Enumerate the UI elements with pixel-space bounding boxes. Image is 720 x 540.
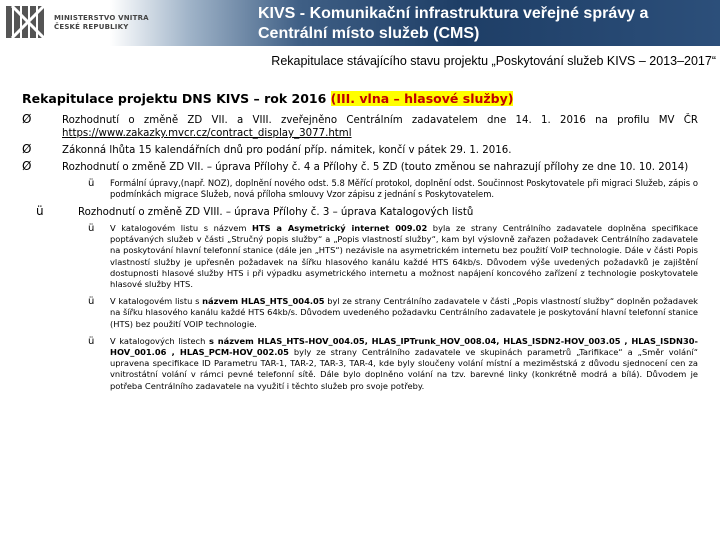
page-subtitle: Rekapitulace stávajícího stavu projektu „Poskytování služeb KIVS – 2013–2017“	[271, 54, 716, 68]
bullet-text: Rozhodnutí o změně ZD VIII. – úprava Přílohy č. 3 – úprava Katalogových listů	[78, 207, 474, 218]
list-item	[22, 161, 698, 174]
list-item	[22, 296, 698, 330]
bullet-text: Zákonná lhůta 15 kalendářních dnů pro podání příp. námitek, končí v pátek 29. 1. 2016.	[62, 145, 512, 156]
banner-title-line-2: Centrální místo služeb (CMS)	[258, 25, 480, 42]
ministry-logo	[6, 6, 166, 40]
section-title	[22, 91, 513, 106]
list-item	[22, 178, 698, 200]
sub-bullet-text: Formální úpravy,(např. NOZ), doplnění nového odst. 5.8 Měřící protokol, doplnění odst. Součinnost Poskytovatele při migraci Služeb, zápis o podmínkách migrace Služeb, nová příloha smlouvy Vzor zápisu z jednání s Poskytovatelem.	[110, 178, 698, 199]
sub-bullet-bold: HTS a Asymetrický internet 009.02	[252, 223, 428, 233]
logo-line-1: MINISTERSTVO VNITRA	[54, 14, 149, 22]
checkmark-bullet-icon: ü	[36, 204, 44, 218]
banner-title-line-1: KIVS - Komunikační infrastruktura veřejné správy a	[258, 5, 649, 22]
header-banner	[0, 0, 720, 46]
checkmark-bullet-icon: ü	[88, 223, 95, 234]
checkmark-bullet-icon: ü	[88, 178, 95, 189]
section-title-prefix: Rekapitulace projektu DNS KIVS – rok 2016	[22, 91, 331, 106]
sub-bullet-text-a: V katalogovém listu s názvem	[110, 223, 253, 233]
arrow-bullet-icon: Ø	[22, 112, 32, 126]
bullet-text: Rozhodnutí o změně ZD VII. – úprava Přílohy č. 4 a Přílohy č. 5 ZD (touto změnou se nahrazují přílohy ze dne 10. 10. 2014)	[62, 162, 689, 173]
sub-bullet-bold: názvem HLAS_HTS_004.05	[202, 296, 325, 307]
list-item	[22, 206, 698, 219]
sub-bullet-text-b: byla ze strany Centrálního zadavatele doplněna specifikace poptávaných služeb v části „Stručný popis služby“ a „Popis vlastností služby“, kam byl výslovně zařazen požadavek Centrálního zadavatele na poskytování hlavní telefonní stanice (dále jen „HTS“) nezávisle na asymetrickém internetu bez použití VoIP technologie. Dále v části Popis vlastností služby je upřesněn požadavek na šířku hlasového kanálu každé HTS 64kb/s. Důvodem výše uvedených požadavků je zajištění dostupnosti hlasové služby HTS i při výpadku asymetrického internetu a možnost napájení koncového zařízení z technologie poskytovatele hlasové služby HTS.	[110, 223, 698, 290]
list-item	[22, 223, 698, 290]
checkmark-bullet-icon: ü	[88, 335, 95, 347]
sub-bullet-text-a: V katalogových listech	[110, 335, 209, 346]
bullet-list	[22, 114, 698, 398]
logo-text	[54, 14, 149, 32]
arrow-bullet-icon: Ø	[22, 142, 32, 156]
logo-line-2: ČESKÉ REPUBLIKY	[54, 23, 129, 31]
checkmark-bullet-icon: ü	[88, 296, 95, 308]
sub-bullet-bold: s názvem HLAS_HTS-HOV_004.05, HLAS_IPTrunk_HOV_008.04, HLAS_ISDN2-HOV_003.05 , HLAS_ISDN30-HOV_001.06 , HLAS_PCM-HOV_002.05	[110, 335, 698, 358]
list-item	[22, 114, 698, 140]
arrow-bullet-icon: Ø	[22, 159, 32, 173]
ministry-logo-icon	[6, 6, 48, 38]
sub-bullet-text-b: byly ze strany Centrálního zadavatele ve skupinách parametrů „Tarifikace“ a „Směr volání“ upravena specifikace ID Parametru TAR-1, TAR-2, TAR-3, TAR-4, kde byly sloučeny volání místní a meziměstská z důvodu sjednocení cen za vnitrostátní volání v rámci pevné telefonní sítě. Dále bylo doplněno volání na tzv. barevné linky (konkrétně modrá a bílá). Důvodem je potřeba Centrálního zadavatele na využití i těchto služeb pro svoje potřeby.	[110, 347, 699, 391]
section-title-highlight: (III. vlna – hlasové služby)	[330, 91, 514, 106]
bullet-text: Rozhodnutí o změně ZD VII. a VIII. zveřejněno Centrálním zadavatelem dne 14. 1. 2016 na profilu MV ČR	[62, 115, 698, 126]
contract-link[interactable]: https://www.zakazky.mvcr.cz/contract_display_3077.html	[62, 128, 352, 139]
list-item	[22, 144, 698, 157]
sub-bullet-text-a: V katalogovém listu s	[110, 296, 203, 307]
sub-bullet-text-b: byl ze strany Centrálního zadavatele v části „Popis vlastností služby“ doplněn požadavek na šířku hlasového kanálu každé HTS 64kb/s. Důvodem uvedeného požadavku Centrálního zadavatele je poskytování hlavní telefonní stanice (HTS) bez použití VOIP technologie.	[110, 296, 698, 329]
list-item	[22, 336, 698, 392]
banner-title	[258, 4, 718, 44]
